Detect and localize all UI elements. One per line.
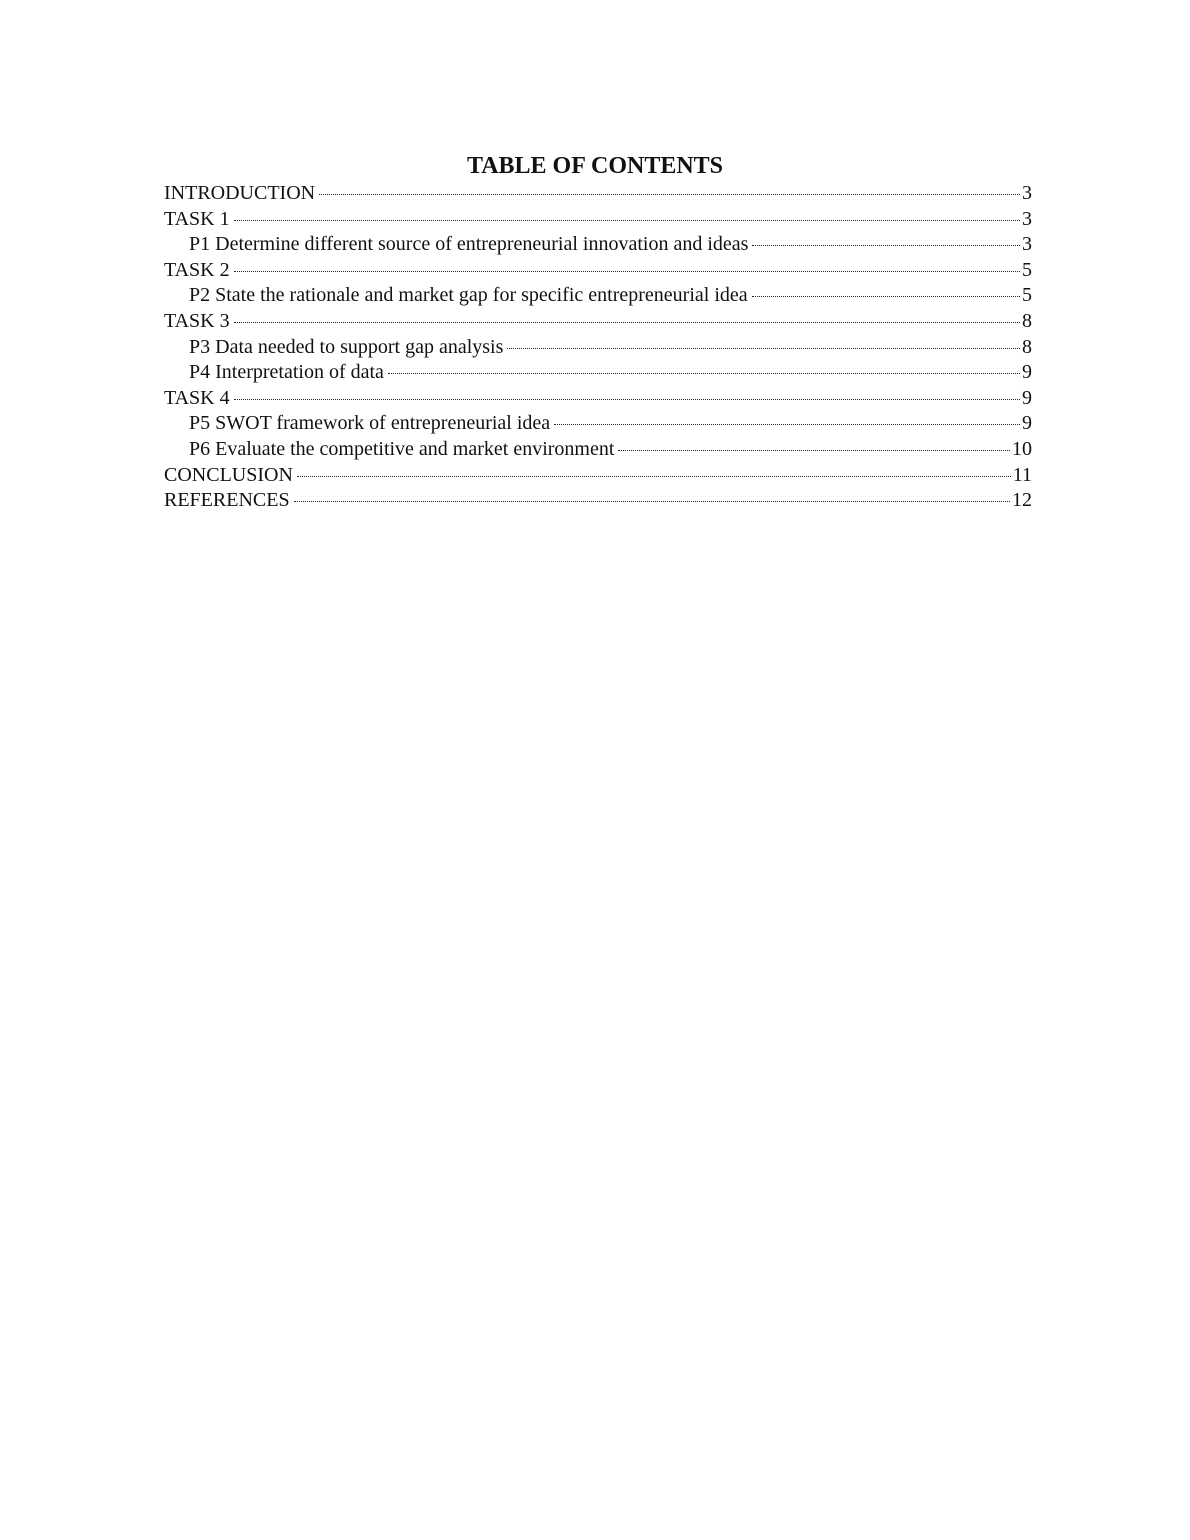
toc-entry-task-2[interactable] xyxy=(164,258,1032,284)
toc-entry-introduction[interactable] xyxy=(164,181,1032,207)
toc-title: TABLE OF CONTENTS xyxy=(466,153,724,179)
toc-entry-p2[interactable] xyxy=(164,283,1032,309)
toc-entry-label: P2 State the rationale and market gap for specific entrepreneurial idea xyxy=(189,284,748,307)
dot-leader xyxy=(234,219,1020,221)
dot-leader xyxy=(752,244,1020,246)
toc-entry-p6[interactable] xyxy=(164,437,1032,463)
toc-page-number: 3 xyxy=(1022,207,1032,230)
toc-entry-conclusion[interactable] xyxy=(164,463,1032,489)
dot-leader xyxy=(752,295,1020,297)
toc-entry-label: P6 Evaluate the competitive and market environment xyxy=(189,437,615,460)
toc-entry-references[interactable] xyxy=(164,488,1032,514)
dot-leader xyxy=(618,449,1010,451)
toc-entry-label: P1 Determine different source of entrepreneurial innovation and ideas xyxy=(189,233,749,256)
toc-entry-label: P4 Interpretation of data xyxy=(189,361,384,384)
toc-entry-p4[interactable] xyxy=(164,360,1032,386)
toc-page-number: 9 xyxy=(1022,361,1032,384)
toc-page-number: 5 xyxy=(1022,258,1032,281)
toc-page-number: 12 xyxy=(1012,489,1032,512)
toc-entry-label: INTRODUCTION xyxy=(164,182,316,204)
toc-entry-task-3[interactable] xyxy=(164,309,1032,335)
toc-entry-label: TASK 4 xyxy=(164,386,230,409)
dot-leader xyxy=(319,193,1020,195)
toc-entry-label: P5 SWOT framework of entrepreneurial idea xyxy=(189,412,551,435)
dot-leader xyxy=(297,475,1011,477)
toc-page-number: 8 xyxy=(1022,335,1032,358)
toc-list xyxy=(164,181,1032,514)
toc-entry-p3[interactable] xyxy=(164,335,1032,361)
dot-leader xyxy=(234,398,1020,400)
dot-leader xyxy=(554,423,1020,425)
dot-leader xyxy=(234,270,1020,272)
dot-leader xyxy=(294,500,1010,502)
toc-page-number: 5 xyxy=(1022,284,1032,307)
toc-page-number: 10 xyxy=(1012,437,1032,460)
toc-entry-task-4[interactable] xyxy=(164,386,1032,412)
toc-page-number: 3 xyxy=(1022,233,1032,256)
toc-entry-label: REFERENCES xyxy=(164,489,290,512)
toc-entry-label: TASK 2 xyxy=(164,258,230,281)
toc-entry-label: TASK 1 xyxy=(164,207,230,230)
dot-leader xyxy=(507,347,1020,349)
toc-entry-p1[interactable] xyxy=(164,232,1032,258)
toc-entry-task-1[interactable] xyxy=(164,207,1032,233)
dot-leader xyxy=(388,372,1020,374)
toc-page-number: 9 xyxy=(1022,412,1032,435)
toc-page-number: 8 xyxy=(1022,309,1032,332)
toc-page-number: 11 xyxy=(1012,463,1032,486)
toc-page-number: 3 xyxy=(1022,182,1032,204)
toc-entry-label: CONCLUSION xyxy=(164,463,293,486)
toc-entry-label: P3 Data needed to support gap analysis xyxy=(189,335,504,358)
toc-page-number: 9 xyxy=(1022,386,1032,409)
dot-leader xyxy=(234,321,1020,323)
toc-entry-p5[interactable] xyxy=(164,411,1032,437)
toc-entry-label: TASK 3 xyxy=(164,309,230,332)
